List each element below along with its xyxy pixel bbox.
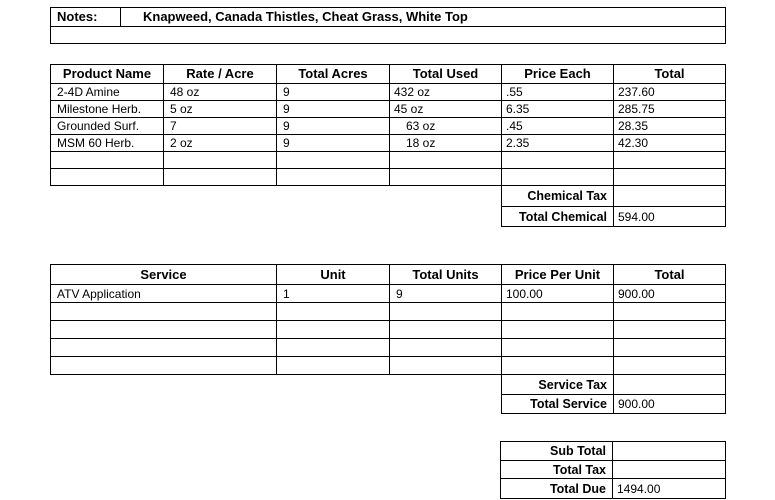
chem-cell: 2 oz — [164, 135, 277, 152]
svc-cell: 100.00 — [502, 285, 614, 303]
chem-cell: 9 — [277, 118, 390, 135]
chem-cell: 9 — [277, 101, 390, 118]
chemical-tax-row — [51, 186, 726, 207]
svc-cell: 9 — [390, 285, 502, 303]
svc-header-total: Total — [614, 265, 726, 285]
service-tax-value — [614, 375, 726, 395]
chem-cell: 63 oz — [390, 118, 502, 135]
services-section — [50, 264, 726, 414]
table-row — [51, 285, 726, 303]
total-tax-value — [613, 461, 726, 479]
total-service-label: Total Service — [502, 395, 614, 414]
svc-header-service: Service — [51, 265, 277, 285]
chem-cell: 7 — [164, 118, 277, 135]
notes-blank-row — [51, 27, 726, 44]
chem-cell: 28.35 — [614, 118, 726, 135]
svc-cell: ATV Application — [51, 285, 277, 303]
chem-cell: 5 oz — [164, 101, 277, 118]
chem-cell: .45 — [502, 118, 614, 135]
table-row-empty — [51, 303, 726, 321]
chemicals-table — [50, 64, 726, 227]
chemical-tax-value — [614, 186, 726, 207]
chem-header-price-each: Price Each — [502, 65, 614, 84]
chem-header-total: Total — [614, 65, 726, 84]
notes-table — [50, 7, 726, 44]
table-row-empty — [51, 169, 726, 186]
subtotal-row — [501, 442, 726, 461]
chem-cell: 285.75 — [614, 101, 726, 118]
total-service-value: 900.00 — [614, 395, 726, 414]
chem-cell: 42.30 — [614, 135, 726, 152]
chemical-tax-label: Chemical Tax — [502, 186, 614, 207]
chem-cell: 237.60 — [614, 84, 726, 101]
chem-cell: 6.35 — [502, 101, 614, 118]
notes-value: Knapweed, Canada Thistles, Cheat Grass, White Top — [121, 8, 726, 27]
chem-cell: 48 oz — [164, 84, 277, 101]
table-row — [51, 84, 726, 101]
services-table — [50, 264, 726, 414]
chem-header-total-used: Total Used — [390, 65, 502, 84]
chemicals-section — [50, 64, 726, 227]
table-row-empty — [51, 321, 726, 339]
total-tax-row — [501, 461, 726, 479]
total-service-row — [51, 395, 726, 414]
summary-table — [500, 441, 726, 499]
chem-header-product-name: Product Name — [51, 65, 164, 84]
table-row-empty — [51, 357, 726, 375]
svc-cell: 900.00 — [614, 285, 726, 303]
chemicals-header-row — [51, 65, 726, 84]
chem-cell: MSM 60 Herb. — [51, 135, 164, 152]
total-chemical-row — [51, 207, 726, 227]
total-due-label: Total Due — [501, 479, 613, 499]
chem-cell: 2-4D Amine — [51, 84, 164, 101]
chem-cell: 2.35 — [502, 135, 614, 152]
notes-label: Notes: — [51, 8, 121, 27]
service-tax-row — [51, 375, 726, 395]
chem-cell: 432 oz — [390, 84, 502, 101]
chem-header-total-acres: Total Acres — [277, 65, 390, 84]
total-chemical-value: 594.00 — [614, 207, 726, 227]
svc-header-price-per-unit: Price Per Unit — [502, 265, 614, 285]
table-row-empty — [51, 339, 726, 357]
summary-section — [500, 441, 726, 499]
svc-header-total-units: Total Units — [390, 265, 502, 285]
table-row-empty — [51, 152, 726, 169]
service-tax-label: Service Tax — [502, 375, 614, 395]
chem-cell: 18 oz — [390, 135, 502, 152]
svc-header-unit: Unit — [277, 265, 390, 285]
subtotal-value — [613, 442, 726, 461]
chem-cell: Milestone Herb. — [51, 101, 164, 118]
svc-cell: 1 — [277, 285, 390, 303]
total-tax-label: Total Tax — [501, 461, 613, 479]
total-due-value: 1494.00 — [613, 479, 726, 499]
total-chemical-label: Total Chemical — [502, 207, 614, 227]
chem-cell: .55 — [502, 84, 614, 101]
table-row — [51, 135, 726, 152]
notes-section — [50, 7, 726, 44]
table-row — [51, 101, 726, 118]
chem-cell: 9 — [277, 135, 390, 152]
table-row — [51, 118, 726, 135]
chem-header-rate-acre: Rate / Acre — [164, 65, 277, 84]
chem-cell: Grounded Surf. — [51, 118, 164, 135]
subtotal-label: Sub Total — [501, 442, 613, 461]
chem-cell: 45 oz — [390, 101, 502, 118]
total-due-row — [501, 479, 726, 499]
services-header-row — [51, 265, 726, 285]
chem-cell: 9 — [277, 84, 390, 101]
